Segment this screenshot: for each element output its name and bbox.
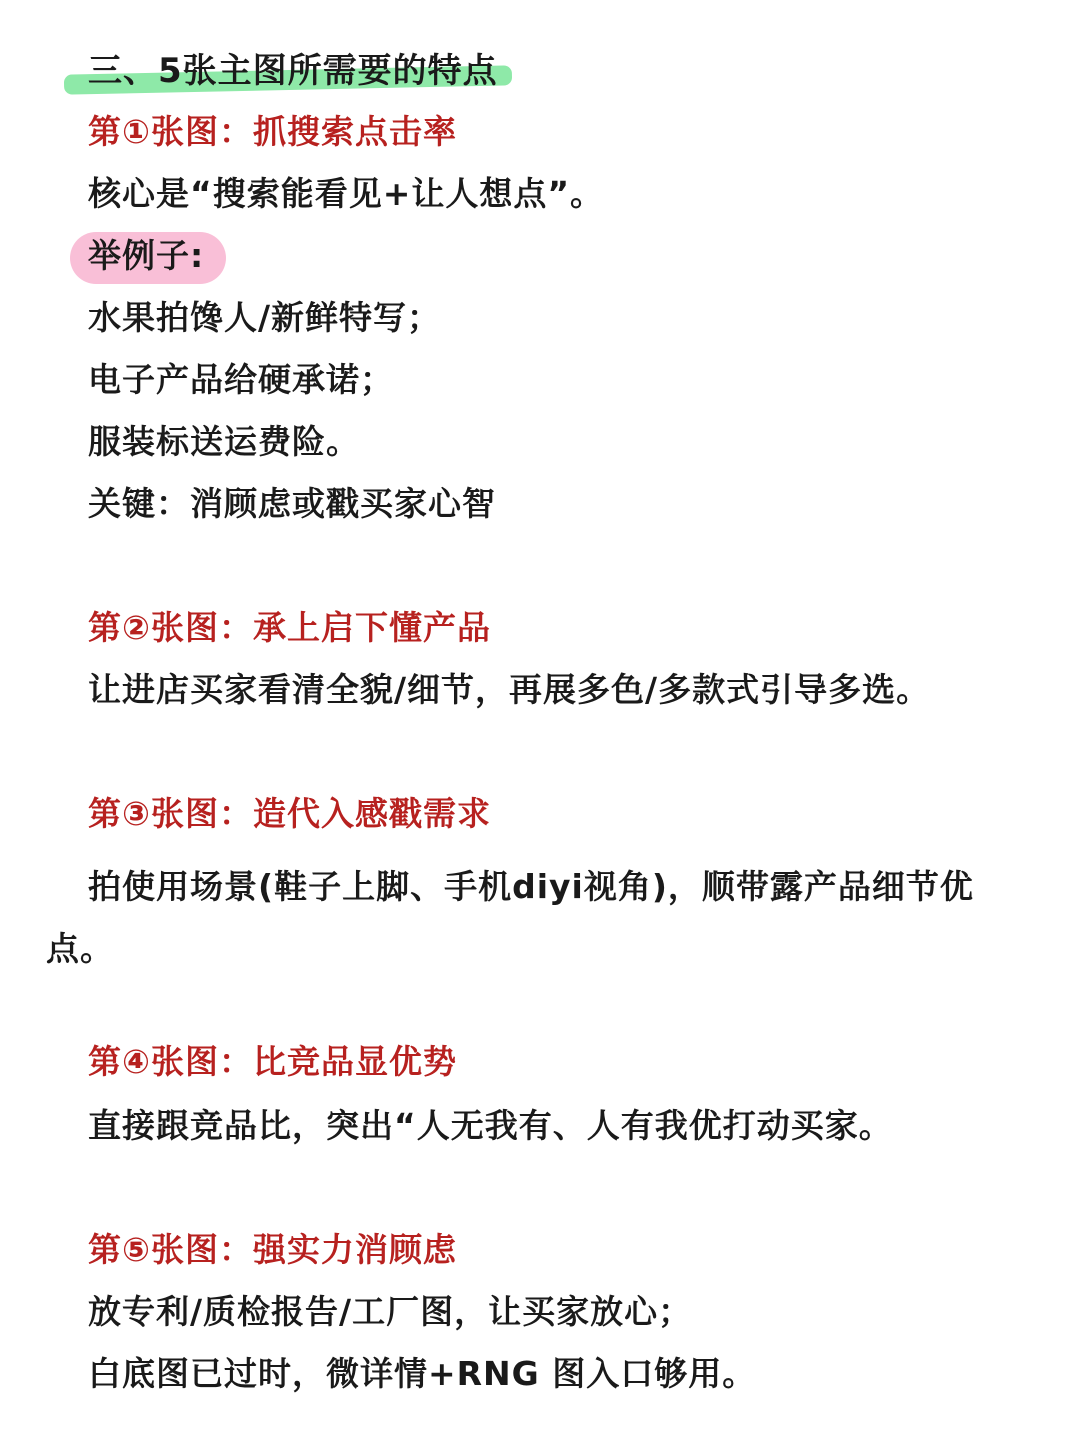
image5-line: 放专利/质检报告/工厂图，让买家放心；: [88, 1292, 693, 1331]
image1-heading: 第①张图：抓搜索点击率: [88, 112, 457, 151]
image5-heading: 第⑤张图：强实力消顾虑: [88, 1230, 457, 1269]
image2-body: 让进店买家看清全貌/细节，再展多色/多款式引导多选。: [88, 670, 931, 709]
image4-body: 直接跟竞品比，突出“人无我有、人有我优打动买家。: [88, 1106, 893, 1145]
image3-body: 拍使用场景(鞋子上脚、手机diyi视角)，顺带露产品细节优点。: [46, 867, 974, 968]
image1-core: 核心是“搜索能看见+让人想点”。: [88, 174, 605, 213]
example-item: 水果拍馋人/新鲜特写；: [88, 298, 442, 337]
example-label: 举例子:: [88, 236, 205, 275]
section-title: 三、5张主图所需要的特点: [88, 51, 498, 91]
example-item: 服装标送运费险。: [88, 422, 360, 461]
image4-heading: 第④张图：比竞品显优势: [88, 1042, 457, 1081]
image1-key: 关键：消顾虑或戳买家心智: [88, 484, 496, 523]
image2-heading: 第②张图：承上启下懂产品: [88, 608, 491, 647]
example-item: 电子产品给硬承诺；: [88, 360, 394, 399]
image3-heading: 第③张图：造代入感戳需求: [88, 794, 491, 833]
image5-line: 白底图已过时，微详情+RNG 图入口够用。: [88, 1354, 757, 1393]
